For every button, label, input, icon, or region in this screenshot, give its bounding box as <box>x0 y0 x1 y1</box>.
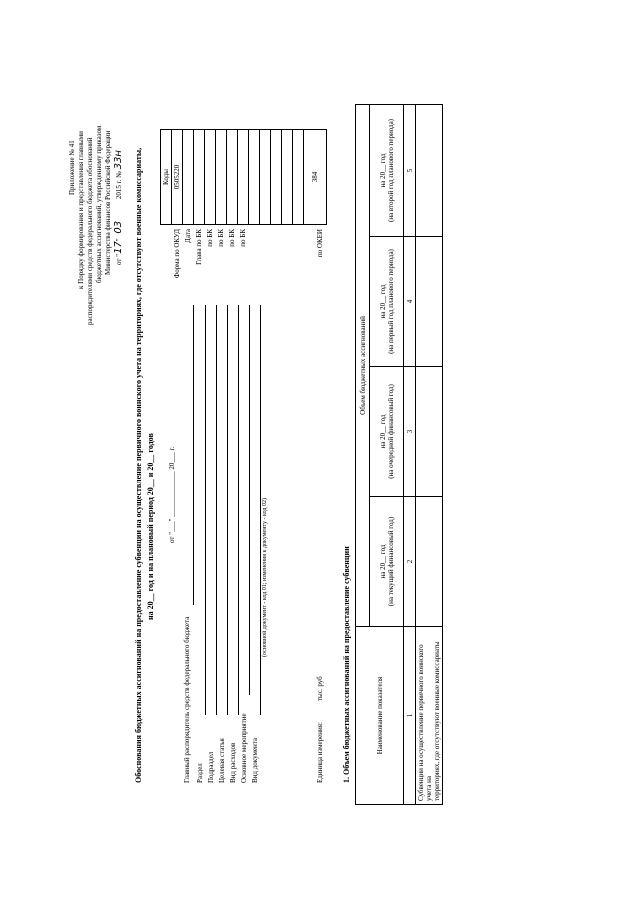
row-value-2[interactable] <box>416 497 443 627</box>
field-section-line[interactable] <box>205 305 206 715</box>
field-manager-line[interactable] <box>193 305 194 605</box>
bk-code-1[interactable] <box>205 130 216 225</box>
order-year: 2015 г. № <box>115 171 123 200</box>
group-header: Объем бюджетных ассигнований <box>356 104 370 626</box>
empty-code-4[interactable] <box>282 130 293 225</box>
section1-title: 1. Объем бюджетных ассигнований на предоставление субвенции <box>342 546 351 783</box>
appendix-order-line <box>113 150 124 265</box>
doc-title-line2: на 20__ год и на плановый период 20__ и 20__ годов <box>146 433 155 620</box>
bk-label-4: по БК <box>239 229 247 247</box>
empty-code-1[interactable] <box>249 130 260 225</box>
order-number: 33н <box>113 150 124 170</box>
row-label-line1: Субвенции на осуществление первичного воинского учета на <box>417 644 433 801</box>
bk-label-2: по БК <box>217 229 225 247</box>
col5-header-line2: (на второй год планового периода) <box>386 118 395 223</box>
col-name-header: Наименование показателя <box>356 627 404 805</box>
field-expense-line[interactable] <box>238 305 239 715</box>
col3-header-line1: на 20__ год <box>378 414 387 449</box>
field-doc-type-label: Вид документа <box>251 737 259 783</box>
row-label-line2: территориях, где отсутствуют военные комиссариаты <box>433 641 441 801</box>
okei-label: по ОКЕИ <box>316 229 324 258</box>
order-mid: " <box>115 238 123 242</box>
row-value-5[interactable] <box>416 104 443 236</box>
col4-header-line2: (на первый год планового периода) <box>386 249 395 354</box>
col2-header-line2: (на текущий финансовый год) <box>386 516 395 607</box>
doc-title-line1: Обоснования бюджетных ассигнований на предоставление субвенции на осуществление первичного воинского учета на территориях, где отсутствуют военные комиссариаты, <box>134 147 143 783</box>
date-line: от "___" _____________ 20___ г. <box>168 446 176 543</box>
col-number-5: 5 <box>404 104 416 236</box>
doc-type-hint: (основной документ - код 01; изменения к документу - код 02) <box>262 498 268 657</box>
col-number-2: 2 <box>404 497 416 627</box>
codes-header: Коды <box>161 130 172 225</box>
appendix-line5: Министерства финансов Российской Федерации <box>104 130 112 275</box>
field-subsection-line[interactable] <box>216 305 217 715</box>
bk-label-3: по БК <box>228 229 236 247</box>
okei-code: 384 <box>304 130 327 225</box>
appendix-line1: Приложение № 41 <box>68 140 76 195</box>
col-number-1: 1 <box>404 627 416 805</box>
field-main-event-line[interactable] <box>249 305 250 695</box>
row-value-3[interactable] <box>416 367 443 497</box>
empty-code-2[interactable] <box>260 130 271 225</box>
order-day: 17 <box>113 241 124 254</box>
bk-code-2[interactable] <box>216 130 227 225</box>
field-target-label: Целевая статья <box>218 738 226 783</box>
unit-label: Единица измерения: <box>316 722 324 783</box>
form-label: Форма по ОКУД <box>173 229 181 279</box>
col-number-4: 4 <box>404 237 416 367</box>
col2-header-line1: на 20__ год <box>378 544 387 579</box>
col3-header <box>370 367 404 497</box>
field-main-event-label: Основное мероприятие <box>240 713 248 783</box>
appendix-line2: к Порядку формирования и представления главными <box>77 131 85 289</box>
row-value-4[interactable] <box>416 237 443 367</box>
date-code[interactable] <box>183 130 194 225</box>
field-expense-label: Вид расходов <box>229 742 237 783</box>
col3-header-line2: (на очередной финансовый год) <box>386 384 395 479</box>
field-doc-type-line[interactable] <box>260 305 261 715</box>
table-row-label <box>416 627 443 805</box>
field-section-label: Раздел <box>196 763 204 783</box>
field-subsection-label: Подраздел <box>207 751 215 783</box>
chapter-label: Глава по БК <box>195 229 203 265</box>
main-table <box>355 104 443 805</box>
form-code: 0505220 <box>172 130 183 225</box>
col4-header-line1: на 20__ год <box>378 284 387 319</box>
bk-code-3[interactable] <box>227 130 238 225</box>
appendix-line3: распорядителями средств федерального бюджета обоснований <box>86 137 94 325</box>
bk-code-4[interactable] <box>238 130 249 225</box>
unit-value: тыс. руб <box>316 676 324 701</box>
appendix-line4: бюджетных ассигнований, утвержденному приказом <box>95 125 103 283</box>
empty-code-5[interactable] <box>293 130 304 225</box>
chapter-code[interactable] <box>194 130 205 225</box>
col5-header <box>370 104 404 236</box>
order-prefix: от " <box>115 253 123 265</box>
col-number-3: 3 <box>404 367 416 497</box>
bk-label-1: по БК <box>206 229 214 247</box>
col4-header <box>370 237 404 367</box>
order-month: 03 <box>113 220 124 234</box>
empty-code-3[interactable] <box>271 130 282 225</box>
field-target-line[interactable] <box>227 305 228 715</box>
field-manager-label: Главный распорядитель средств федерального бюджета <box>183 616 191 783</box>
date-label: Дата <box>184 229 192 243</box>
codes-table <box>160 129 327 225</box>
col2-header <box>370 497 404 627</box>
col5-header-line1: на 20__ год <box>378 153 387 188</box>
